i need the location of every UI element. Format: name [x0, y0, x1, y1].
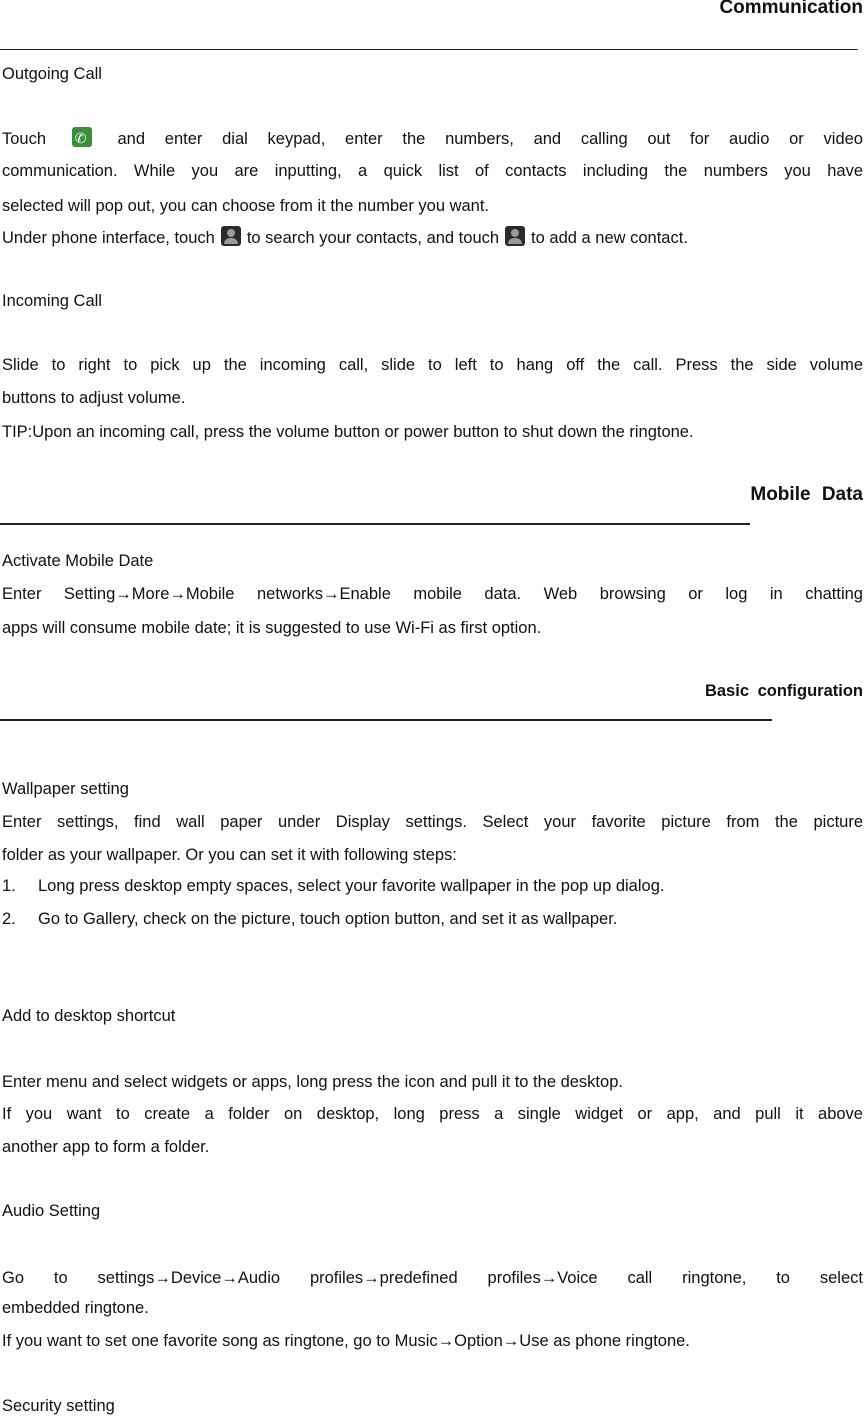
section-divider	[0, 523, 750, 525]
basic-config-heading: Basic configuration	[704, 682, 863, 700]
shortcut-line: Enter menu and select widgets or apps, long press the icon and pull it to the desktop.	[2, 1073, 623, 1091]
outgoing-text: and enter dial keypad, enter the numbers, and calling out for audio or video	[117, 130, 863, 148]
list-text: Long press desktop empty spaces, select your favorite wallpaper in the pop up dialog.	[38, 877, 665, 895]
add-contact-icon	[505, 226, 525, 246]
audio-line: embedded ringtone.	[2, 1299, 149, 1317]
audio-line: If you want to set one favorite song as ringtone, go to Music→Option→Use as phone ringtone.	[2, 1332, 690, 1350]
shortcut-title: Add to desktop shortcut	[2, 1007, 176, 1025]
shortcut-line: If you want to create a folder on desktop, long press a single widget or app, and pull it above	[2, 1105, 863, 1123]
outgoing-call-title: Outgoing Call	[2, 65, 102, 83]
incoming-call-title: Incoming Call	[2, 292, 102, 310]
mobile-data-line: Enter Setting→More→Mobile networks→Enable mobile data. Web browsing or log in chatting	[2, 585, 863, 603]
phone-interface-text: Under phone interface, touch	[2, 229, 215, 247]
outgoing-paragraph-line	[2, 127, 863, 150]
mobile-data-title: Activate Mobile Date	[2, 552, 154, 570]
wallpaper-title: Wallpaper setting	[2, 780, 129, 798]
shortcut-line: another app to form a folder.	[2, 1138, 210, 1156]
list-number: 2.	[2, 910, 16, 928]
wallpaper-line: folder as your wallpaper. Or you can set it with following steps:	[2, 846, 457, 864]
list-item	[2, 875, 863, 897]
list-number: 1.	[2, 877, 16, 895]
contact-search-icon	[221, 226, 241, 246]
mobile-data-heading: Mobile Data	[750, 484, 863, 505]
phone-interface-line	[2, 226, 863, 249]
audio-line: Go to settings→Device→Audio profiles→predefined profiles→Voice call ringtone, to select	[2, 1269, 863, 1287]
phone-icon	[72, 127, 92, 147]
incoming-paragraph-line: buttons to adjust volume.	[2, 389, 186, 407]
tip-text: TIP:Upon an incoming call, press the volume button or power button to shut down the ringtone.	[2, 423, 694, 441]
touch-word: Touch	[2, 130, 47, 148]
audio-title: Audio Setting	[2, 1202, 101, 1220]
section-divider	[0, 49, 858, 50]
list-text: Go to Gallery, check on the picture, touch option button, and set it as wallpaper.	[38, 910, 618, 928]
section-divider	[0, 719, 772, 721]
list-item	[2, 908, 863, 930]
phone-interface-text: to search your contacts, and touch	[246, 229, 500, 247]
security-title: Security setting	[2, 1397, 115, 1415]
outgoing-paragraph-line: selected will pop out, you can choose from it the number you want.	[2, 197, 490, 215]
outgoing-paragraph-line: communication. While you are inputting, a quick list of contacts including the numbers you have	[2, 162, 863, 180]
phone-interface-text: to add a new contact.	[531, 229, 688, 247]
wallpaper-line: Enter settings, find wall paper under Display settings. Select your favorite picture from the picture	[2, 813, 863, 831]
communication-heading: Communication	[719, 0, 863, 18]
incoming-paragraph-line: Slide to right to pick up the incoming call, slide to left to hang off the call. Press the side volume	[2, 356, 863, 374]
mobile-data-line: apps will consume mobile date; it is suggested to use Wi-Fi as first option.	[2, 619, 542, 637]
